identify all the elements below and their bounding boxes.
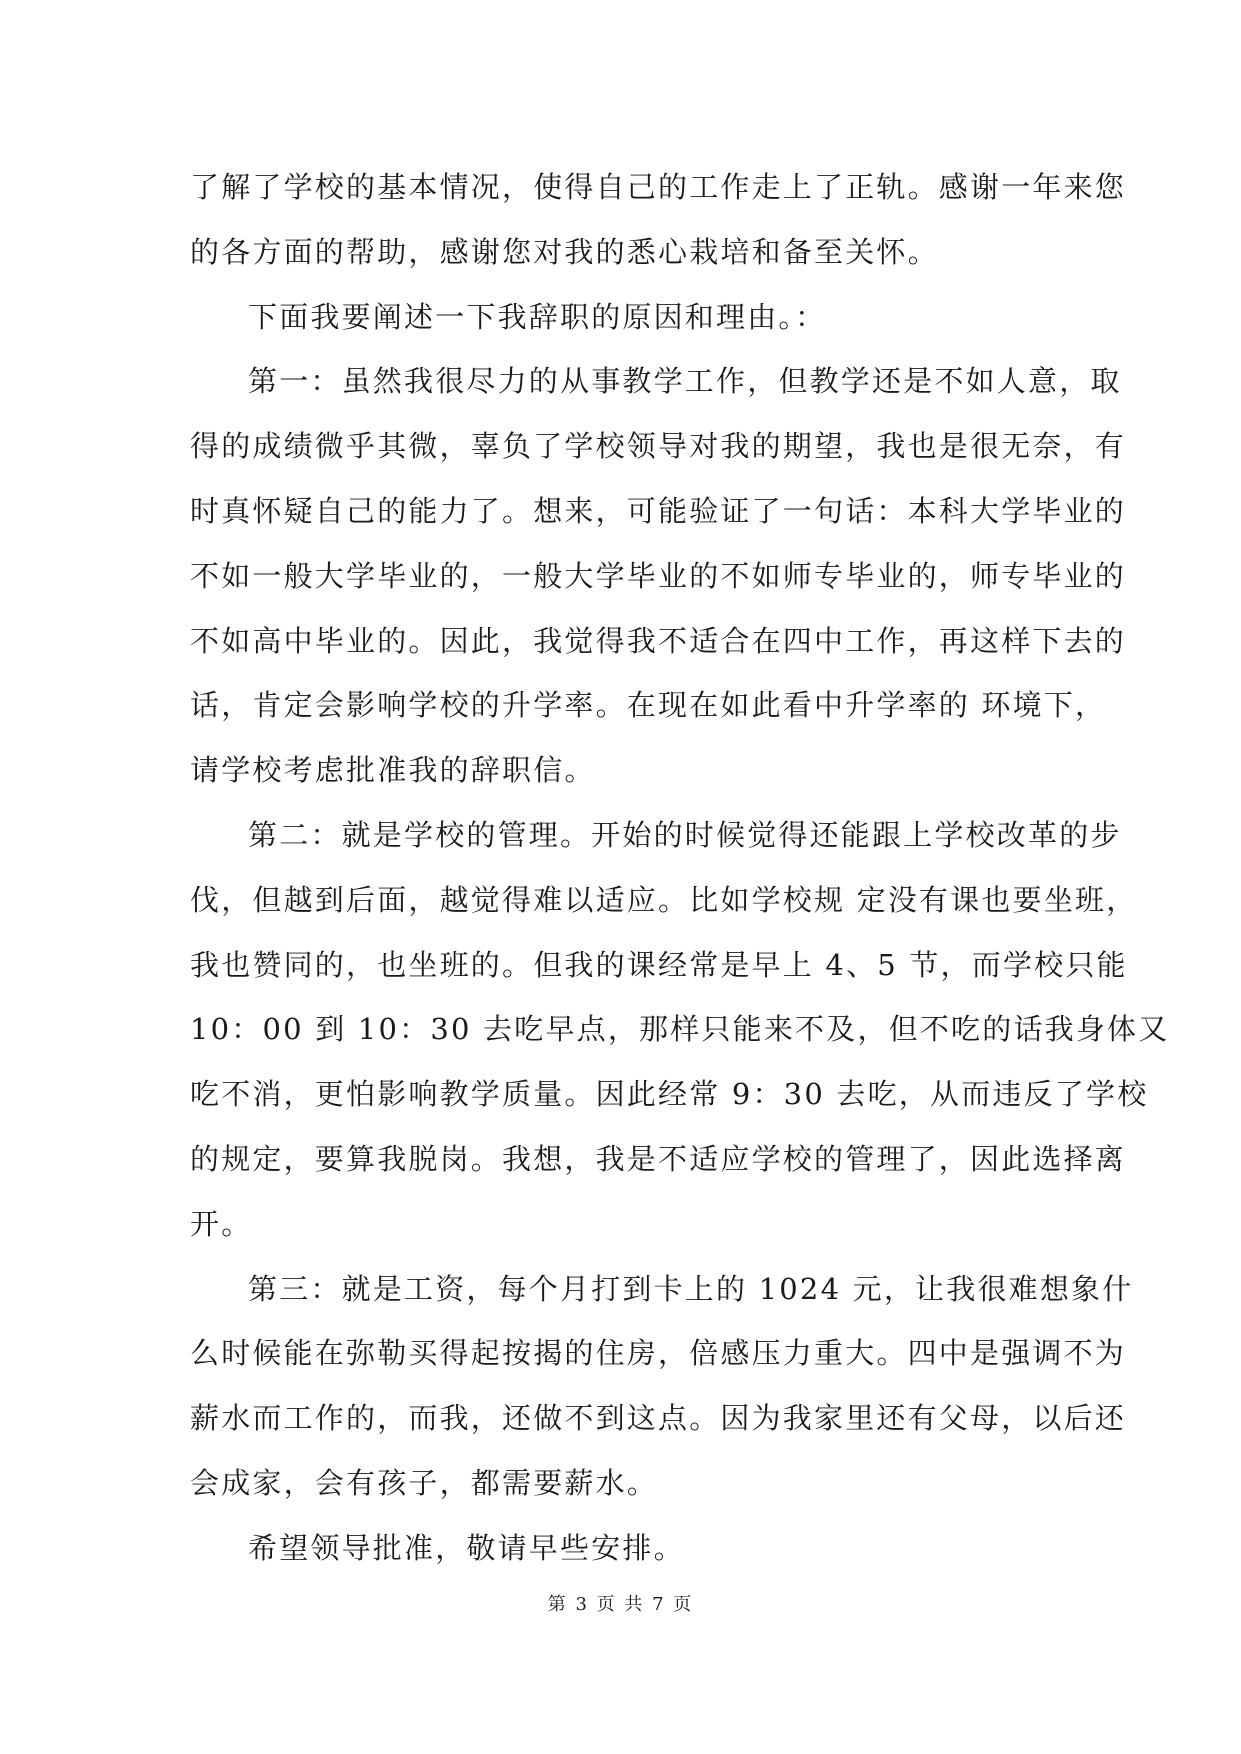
text-line: 第一：虽然我很尽力的从事教学工作，但教学还是不如人意，取 <box>248 364 1122 399</box>
document-body <box>190 155 1170 1581</box>
text-line: 第二：就是学校的管理。开始的时候觉得还能跟上学校改革的步 <box>248 817 1122 852</box>
text-line: 话，肯定会影响学校的升学率。在现在如此看中升学率的 环境下， <box>190 688 1107 723</box>
text-line: 下面我要阐述一下我辞职的原因和理由。： <box>248 299 827 334</box>
text-line: 不如高中毕业的。因此，我觉得我不适合在四中工作，再这样下去的 <box>190 623 1127 658</box>
page-number-footer: 第 3 页 共 7 页 <box>547 1594 694 1615</box>
text-line: 会成家，会有孩子，都需要薪水。 <box>190 1465 659 1500</box>
text-line: 时真怀疑自己的能力了。想来，可能验证了一句话：本科大学毕业的 <box>190 493 1127 528</box>
text-line: 10：00 到 10：30 去吃早点，那样只能来不及，但不吃的话我身体又 <box>190 1012 1170 1047</box>
text-line: 不如一般大学毕业的，一般大学毕业的不如师专毕业的，师专毕业的 <box>190 558 1127 593</box>
text-line: 的各方面的帮助，感谢您对我的悉心栽培和备至关怀。 <box>190 234 939 269</box>
text-line: 么时候能在弥勒买得起按揭的住房，倍感压力重大。四中是强调不为 <box>190 1336 1127 1371</box>
text-line: 伐，但越到后面，越觉得难以适应。比如学校规 定没有课也要坐班， <box>190 882 1138 917</box>
text-line: 请学校考虑批准我的辞职信。 <box>190 753 596 788</box>
text-line: 的规定，要算我脱岗。我想，我是不适应学校的管理了，因此选择离 <box>190 1141 1127 1176</box>
text-line: 第三：就是工资，每个月打到卡上的 1024 元，让我很难想象什 <box>248 1271 1134 1306</box>
text-line: 吃不消，更怕影响教学质量。因此经常 9：30 去吃，从而违反了学校 <box>190 1077 1149 1112</box>
text-line: 了解了学校的基本情况，使得自己的工作走上了正轨。感谢一年来您 <box>190 170 1127 204</box>
text-line: 希望领导批准，敬请早些安排。 <box>248 1530 685 1565</box>
text-line: 薪水而工作的，而我，还做不到这点。因为我家里还有父母，以后还 <box>190 1401 1127 1436</box>
text-line: 开。 <box>190 1206 253 1241</box>
text-line: 得的成绩微乎其微，辜负了学校领导对我的期望，我也是很无奈，有 <box>190 429 1127 464</box>
text-line: 我也赞同的，也坐班的。但我的课经常是早上 4、5 节，而学校只能 <box>190 947 1128 982</box>
